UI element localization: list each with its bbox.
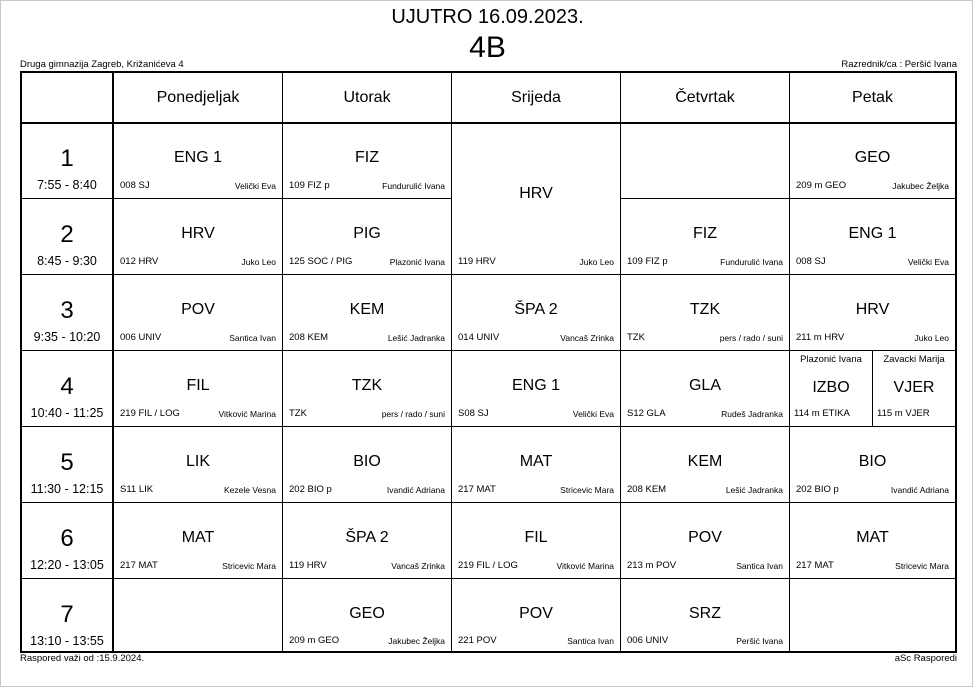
lesson-teacher: Ivandić Adriana [386, 485, 445, 495]
lesson-subject: LIK [185, 453, 210, 470]
period-cell [22, 503, 114, 579]
lesson-subject: VJER [893, 379, 935, 396]
lesson-room: S12 GLA [627, 408, 666, 419]
period-time: 7:55 - 8:40 [37, 178, 97, 192]
lesson-subject: MAT [181, 529, 215, 546]
lesson-teacher: Vancaš Zrinka [560, 333, 614, 343]
period-cell [22, 275, 114, 351]
period-number: 5 [60, 449, 74, 476]
lesson-room: 008 SJ [796, 256, 826, 267]
lesson-cell[interactable] [283, 123, 452, 199]
period-time: 13:10 - 13:55 [30, 634, 104, 648]
lesson-subject: ŠPA 2 [345, 529, 389, 546]
lesson-teacher: Fundurulić Ivana [720, 257, 783, 267]
lesson-subject: HRV [181, 225, 215, 242]
lesson-room: 115 m VJER [877, 408, 930, 419]
lesson-teacher: Kezele Vesna [224, 485, 276, 495]
lesson-cell[interactable] [283, 199, 452, 275]
lesson-cell[interactable] [452, 427, 621, 503]
lesson-room: 008 SJ [120, 180, 150, 191]
lesson-teacher: Velički Eva [907, 257, 949, 267]
lesson-room: 209 m GEO [289, 635, 340, 646]
lesson-teacher: Lešić Jadranka [387, 333, 445, 343]
lesson-room: 213 m POV [627, 560, 677, 571]
lesson-room: 119 HRV [289, 560, 327, 571]
lesson-subject: GLA [688, 377, 721, 394]
lesson-room: 219 FIL / LOG [458, 560, 518, 571]
lesson-room: 211 m HRV [796, 332, 845, 343]
period-number: 6 [60, 525, 74, 552]
lesson-teacher: Stricevic Mara [222, 561, 276, 571]
lesson-teacher: Juko Leo [241, 257, 276, 267]
lesson-room: 217 MAT [120, 560, 158, 571]
lesson-room: TZK [289, 408, 307, 419]
lesson-subject: BIO [353, 453, 381, 470]
lesson-teacher: pers / rado / suni [719, 333, 783, 343]
lesson-room: 221 POV [458, 635, 497, 646]
lesson-subject: FIZ [693, 225, 717, 242]
lesson-subject: ENG 1 [848, 225, 897, 242]
lesson-room: 006 UNIV [627, 635, 669, 646]
lesson-cell[interactable] [790, 503, 955, 579]
lesson-room: 119 HRV [458, 256, 496, 267]
period-cell [22, 427, 114, 503]
lesson-teacher: Vitković Marina [218, 409, 276, 419]
lesson-cell[interactable] [621, 351, 790, 427]
corner-cell [22, 73, 114, 123]
lesson-room: S08 SJ [458, 408, 489, 419]
lesson-cell[interactable] [790, 123, 955, 199]
lesson-teacher: Jakubec Željka [892, 181, 949, 191]
lesson-room: 202 BIO p [796, 484, 839, 495]
lesson-cell[interactable] [621, 275, 790, 351]
lesson-cell[interactable] [790, 427, 955, 503]
lesson-teacher: Ivandić Adriana [890, 485, 949, 495]
day-header: Srijeda [452, 73, 621, 123]
split-lesson-cell[interactable] [790, 351, 873, 427]
lesson-cell[interactable] [283, 351, 452, 427]
lesson-subject: GEO [349, 605, 385, 622]
period-time: 10:40 - 11:25 [30, 406, 104, 420]
lesson-room: 209 m GEO [796, 180, 847, 191]
lesson-room: 012 HRV [120, 256, 159, 267]
lesson-room: TZK [627, 332, 645, 343]
homeroom-teacher: Razrednik/ca : Peršić Ivana [841, 59, 957, 70]
lesson-subject: POV [688, 529, 722, 546]
lesson-room: 208 KEM [627, 484, 667, 495]
day-header: Ponedjeljak [114, 73, 283, 123]
lesson-subject: ENG 1 [173, 149, 222, 166]
period-time: 12:20 - 13:05 [30, 558, 104, 572]
lesson-teacher: Stricevic Mara [895, 561, 949, 571]
lesson-room: S11 LIK [120, 484, 154, 495]
lesson-room: 217 MAT [796, 560, 834, 571]
lesson-subject: FIZ [355, 149, 379, 166]
lesson-cell[interactable] [283, 427, 452, 503]
lesson-subject: FIL [186, 377, 210, 394]
lesson-teacher: Vitković Marina [556, 561, 614, 571]
lesson-subject: IZBO [812, 379, 850, 396]
lesson-teacher: Velički Eva [234, 181, 276, 191]
lesson-subject: BIO [858, 453, 887, 470]
lesson-cell[interactable] [452, 503, 621, 579]
lesson-cell[interactable] [621, 199, 790, 275]
lesson-teacher: Lešić Jadranka [725, 485, 783, 495]
lesson-teacher: Fundurulić Ivana [382, 181, 445, 191]
period-time: 8:45 - 9:30 [37, 254, 97, 268]
lesson-teacher: Juko Leo [914, 333, 949, 343]
lesson-subject: ŠPA 2 [514, 301, 558, 318]
lesson-subject: TZK [689, 301, 721, 318]
lesson-subject: POV [519, 605, 553, 622]
period-number: 4 [60, 373, 74, 400]
period-number: 2 [60, 221, 74, 248]
lesson-subject: PIG [353, 225, 381, 242]
lesson-cell[interactable] [790, 579, 955, 653]
lesson-room: 114 m ETIKA [794, 408, 850, 419]
class-name: 4B [469, 31, 506, 64]
lesson-room: 109 FIZ p [627, 256, 668, 267]
lesson-cell[interactable] [621, 427, 790, 503]
lesson-teacher: Vancaš Zrinka [391, 561, 445, 571]
period-number: 3 [60, 297, 74, 324]
lesson-room: 219 FIL / LOG [120, 408, 180, 419]
lesson-teacher: Rudeš Jadranka [721, 409, 783, 419]
period-number: 7 [60, 601, 74, 628]
lesson-room: 006 UNIV [120, 332, 162, 343]
lesson-room: 125 SOC / PIG [289, 256, 353, 267]
lesson-room: 217 MAT [458, 484, 496, 495]
period-cell [22, 351, 114, 427]
period-cell [22, 199, 114, 275]
lesson-cell[interactable] [114, 123, 283, 199]
lesson-subject: HRV [519, 185, 553, 202]
timetable-title: UJUTRO 16.09.2023. [391, 6, 584, 28]
lesson-cell[interactable] [790, 275, 955, 351]
generator-credit: aSc Rasporedi [894, 653, 957, 664]
lesson-cell[interactable] [790, 199, 955, 275]
lesson-teacher: Santica Ivan [567, 636, 614, 646]
lesson-cell[interactable] [114, 427, 283, 503]
lesson-room: 208 KEM [289, 332, 329, 343]
lesson-teacher: Santica Ivan [736, 561, 783, 571]
lesson-subject: MAT [856, 529, 889, 546]
period-cell [22, 579, 114, 653]
timetable-grid [20, 71, 957, 653]
lesson-cell[interactable] [621, 579, 790, 653]
lesson-teacher: Jakubec Željka [388, 636, 445, 646]
day-header: Utorak [283, 73, 452, 123]
lesson-cell[interactable] [621, 123, 790, 199]
period-cell [22, 123, 114, 199]
lesson-teacher: Peršić Ivana [736, 636, 783, 646]
lesson-cell[interactable] [114, 351, 283, 427]
lesson-cell[interactable] [114, 579, 283, 653]
lesson-teacher: Stricevic Mara [560, 485, 614, 495]
lesson-cell[interactable] [452, 275, 621, 351]
lesson-teacher: Santica Ivan [229, 333, 276, 343]
lesson-subject: TZK [351, 377, 383, 394]
lesson-teacher: pers / rado / suni [381, 409, 445, 419]
lesson-subject: SRZ [689, 605, 721, 622]
lesson-teacher: Zavacki Marija [883, 354, 945, 365]
lesson-teacher: Juko Leo [579, 257, 614, 267]
split-lesson-cell[interactable] [873, 351, 955, 427]
valid-from-note: Raspored važi od :15.9.2024. [20, 653, 145, 664]
lesson-teacher: Plazonić Ivana [389, 257, 445, 267]
lesson-cell[interactable] [114, 275, 283, 351]
lesson-subject: MAT [519, 453, 553, 470]
lesson-subject: KEM [687, 453, 723, 470]
lesson-cell[interactable] [283, 579, 452, 653]
lesson-subject: FIL [524, 529, 548, 546]
lesson-cell[interactable] [283, 275, 452, 351]
period-time: 9:35 - 10:20 [33, 330, 101, 344]
lesson-cell[interactable] [283, 503, 452, 579]
lesson-subject: ENG 1 [511, 377, 560, 394]
lesson-room: 014 UNIV [458, 332, 500, 343]
period-time: 11:30 - 12:15 [30, 482, 104, 496]
lesson-teacher: Plazonić Ivana [800, 354, 862, 365]
lesson-cell[interactable] [452, 351, 621, 427]
day-header: Četvrtak [621, 73, 790, 123]
day-header: Petak [852, 89, 893, 106]
lesson-cell[interactable] [621, 503, 790, 579]
school-name: Druga gimnazija Zagreb, Križanićeva 4 [20, 59, 184, 70]
lesson-subject: HRV [855, 301, 890, 318]
lesson-cell[interactable] [114, 503, 283, 579]
lesson-subject: KEM [349, 301, 385, 318]
lesson-cell[interactable] [452, 579, 621, 653]
period-number: 1 [60, 145, 74, 172]
lesson-cell[interactable] [452, 123, 621, 275]
lesson-cell[interactable] [114, 199, 283, 275]
lesson-room: 202 BIO p [289, 484, 332, 495]
lesson-subject: GEO [854, 149, 891, 166]
lesson-teacher: Velički Eva [572, 409, 614, 419]
lesson-room: 109 FIZ p [289, 180, 330, 191]
lesson-subject: POV [181, 301, 215, 318]
